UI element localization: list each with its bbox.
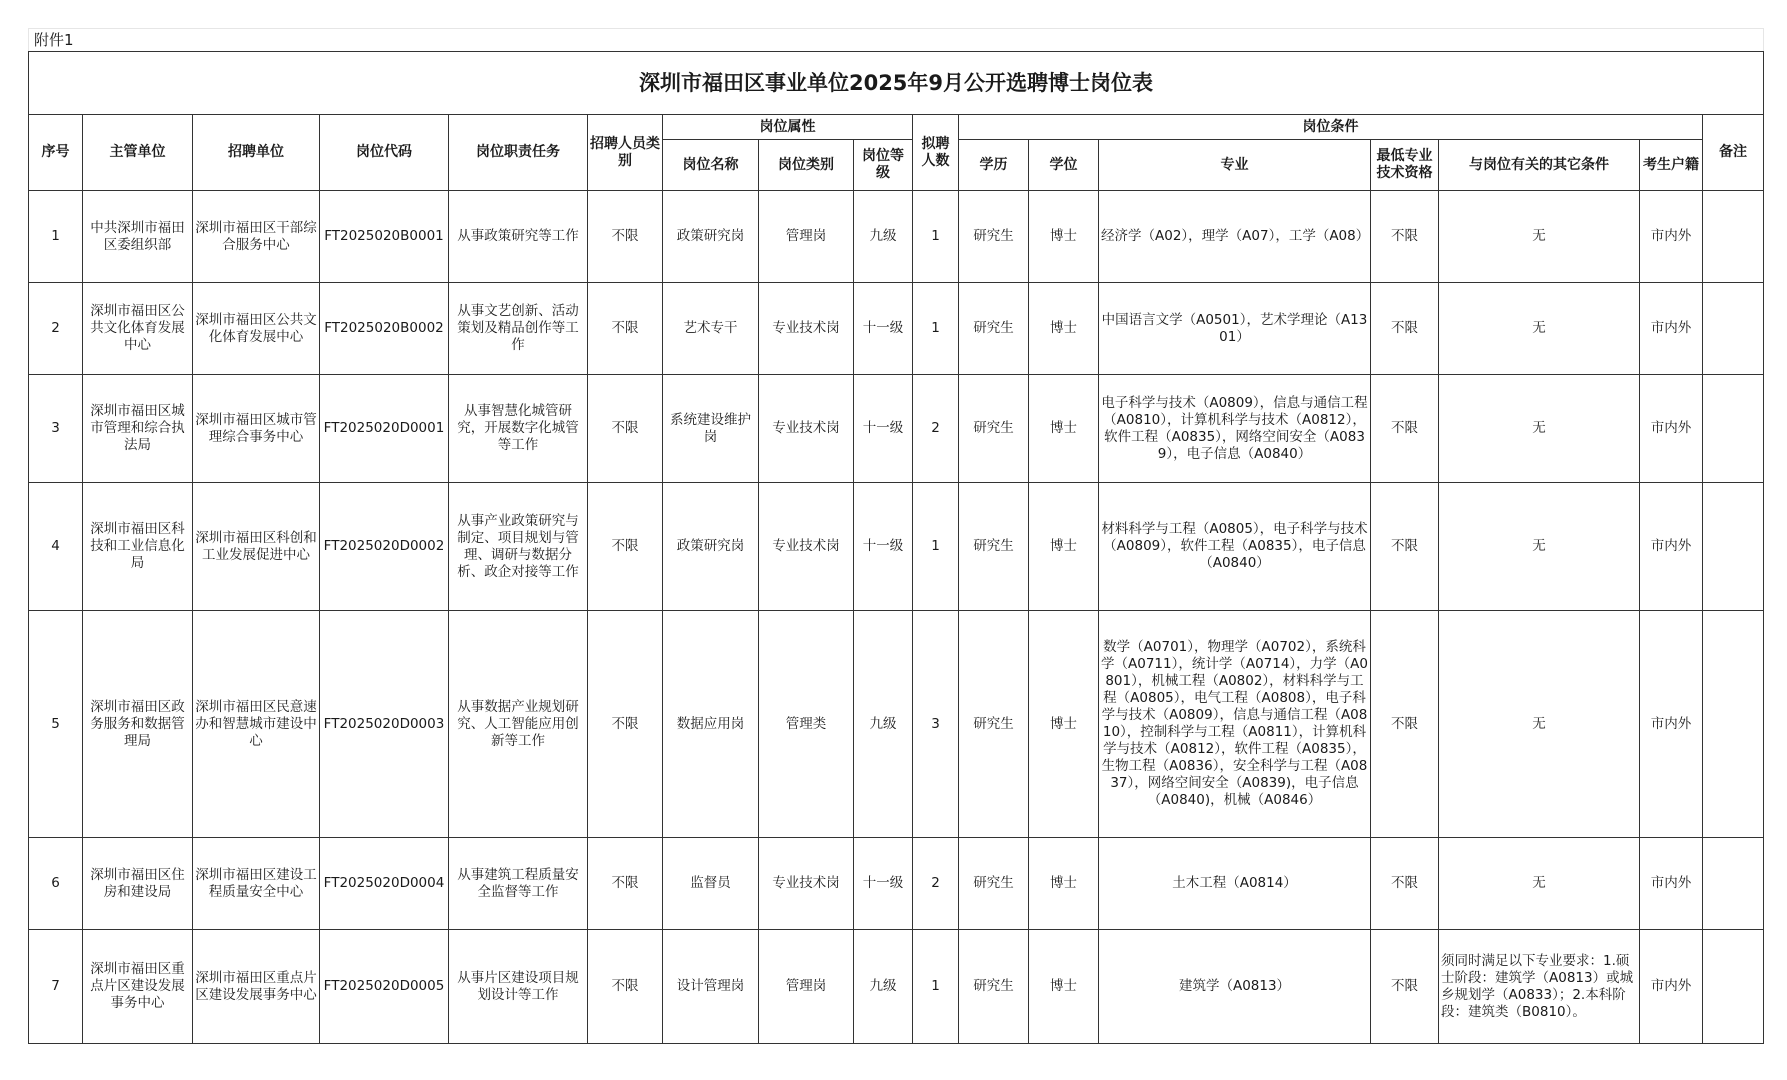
cell-level: 九级: [854, 191, 913, 283]
cell-duties: 从事产业政策研究与制定、项目规划与管理、调研与数据分析、政企对接等工作: [449, 483, 588, 611]
cell-major: 土木工程（A0814）: [1099, 838, 1371, 930]
cell-major: 电子科学与技术（A0809），信息与通信工程（A0810），计算机科学与技术（A0812），软件工程（A0835），网络空间安全（A0839），电子信息（A0840）: [1099, 375, 1371, 483]
header-post-code: 岗位代码: [320, 115, 449, 191]
cell-employer: 深圳市福田区科创和工业发展促进中心: [193, 483, 320, 611]
cell-degree: 博士: [1029, 838, 1099, 930]
cell-employer: 深圳市福田区城市管理综合事务中心: [193, 375, 320, 483]
header-person-type: 招聘人员类别: [588, 115, 663, 191]
cell-min-qual: 不限: [1371, 611, 1439, 838]
cell-category: 专业技术岗: [759, 375, 854, 483]
cell-code: FT2025020D0001: [320, 375, 449, 483]
table-row: [29, 191, 1764, 283]
attachment-row: [29, 29, 1764, 52]
cell-remark: [1703, 375, 1764, 483]
cell-post-name: 设计管理岗: [663, 930, 759, 1044]
cell-supervisor: 深圳市福田区重点片区建设发展事务中心: [83, 930, 193, 1044]
header-employer: 招聘单位: [193, 115, 320, 191]
cell-seq: 4: [29, 483, 83, 611]
cell-employer: 深圳市福田区民意速办和智慧城市建设中心: [193, 611, 320, 838]
cell-hukou: 市内外: [1640, 930, 1703, 1044]
cell-category: 管理类: [759, 611, 854, 838]
cell-code: FT2025020D0005: [320, 930, 449, 1044]
cell-min-qual: 不限: [1371, 283, 1439, 375]
cell-remark: [1703, 838, 1764, 930]
cell-remark: [1703, 483, 1764, 611]
cell-hukou: 市内外: [1640, 283, 1703, 375]
header-supervisor: 主管单位: [83, 115, 193, 191]
header-post-category: 岗位类别: [759, 140, 854, 191]
cell-person-type: 不限: [588, 483, 663, 611]
cell-person-type: 不限: [588, 283, 663, 375]
cell-hukou: 市内外: [1640, 611, 1703, 838]
cell-degree: 博士: [1029, 283, 1099, 375]
header-post-name: 岗位名称: [663, 140, 759, 191]
cell-min-qual: 不限: [1371, 375, 1439, 483]
cell-major: 经济学（A02），理学（A07），工学（A08）: [1099, 191, 1371, 283]
cell-education: 研究生: [959, 283, 1029, 375]
cell-category: 专业技术岗: [759, 838, 854, 930]
cell-headcount: 1: [913, 930, 959, 1044]
cell-headcount: 1: [913, 483, 959, 611]
cell-duties: 从事政策研究等工作: [449, 191, 588, 283]
cell-remark: [1703, 283, 1764, 375]
cell-education: 研究生: [959, 930, 1029, 1044]
cell-level: 九级: [854, 611, 913, 838]
attachment-label: 附件1: [29, 29, 1764, 52]
cell-post-name: 艺术专干: [663, 283, 759, 375]
cell-duties: 从事建筑工程质量安全监督等工作: [449, 838, 588, 930]
table-row: [29, 611, 1764, 838]
cell-remark: [1703, 930, 1764, 1044]
cell-other: 无: [1439, 283, 1640, 375]
cell-headcount: 1: [913, 283, 959, 375]
cell-other: 无: [1439, 838, 1640, 930]
header-duties: 岗位职责任务: [449, 115, 588, 191]
positions-table: [28, 28, 1764, 1044]
cell-person-type: 不限: [588, 838, 663, 930]
header-degree: 学位: [1029, 140, 1099, 191]
cell-code: FT2025020D0003: [320, 611, 449, 838]
cell-hukou: 市内外: [1640, 838, 1703, 930]
cell-duties: 从事文艺创新、活动策划及精品创作等工作: [449, 283, 588, 375]
table-row: [29, 283, 1764, 375]
cell-level: 十一级: [854, 838, 913, 930]
cell-person-type: 不限: [588, 611, 663, 838]
cell-headcount: 3: [913, 611, 959, 838]
cell-seq: 7: [29, 930, 83, 1044]
cell-supervisor: 深圳市福田区城市管理和综合执法局: [83, 375, 193, 483]
cell-level: 九级: [854, 930, 913, 1044]
title-row: [29, 52, 1764, 115]
cell-other: 须同时满足以下专业要求：1.硕士阶段：建筑学（A0813）或城乡规划学（A0833）；2.本科阶段：建筑类（B0810）。: [1439, 930, 1640, 1044]
header-post-conditions: 岗位条件: [959, 115, 1703, 140]
cell-remark: [1703, 191, 1764, 283]
cell-headcount: 2: [913, 838, 959, 930]
cell-category: 管理岗: [759, 191, 854, 283]
cell-major: 材料科学与工程（A0805），电子科学与技术（A0809），软件工程（A0835），电子信息（A0840）: [1099, 483, 1371, 611]
cell-supervisor: 深圳市福田区住房和建设局: [83, 838, 193, 930]
cell-hukou: 市内外: [1640, 483, 1703, 611]
cell-post-name: 政策研究岗: [663, 191, 759, 283]
cell-employer: 深圳市福田区公共文化体育发展中心: [193, 283, 320, 375]
cell-headcount: 1: [913, 191, 959, 283]
table-row: [29, 375, 1764, 483]
cell-education: 研究生: [959, 375, 1029, 483]
table-title: 深圳市福田区事业单位2025年9月公开选聘博士岗位表: [29, 52, 1764, 115]
header-other-conditions: 与岗位有关的其它条件: [1439, 140, 1640, 191]
cell-supervisor: 中共深圳市福田区委组织部: [83, 191, 193, 283]
cell-education: 研究生: [959, 611, 1029, 838]
cell-supervisor: 深圳市福田区政务服务和数据管理局: [83, 611, 193, 838]
cell-education: 研究生: [959, 191, 1029, 283]
cell-other: 无: [1439, 483, 1640, 611]
cell-education: 研究生: [959, 483, 1029, 611]
cell-duties: 从事片区建设项目规划设计等工作: [449, 930, 588, 1044]
cell-post-name: 数据应用岗: [663, 611, 759, 838]
cell-major: 中国语言文学（A0501），艺术学理论（A1301）: [1099, 283, 1371, 375]
cell-duties: 从事数据产业规划研究、人工智能应用创新等工作: [449, 611, 588, 838]
cell-other: 无: [1439, 191, 1640, 283]
cell-person-type: 不限: [588, 375, 663, 483]
cell-post-name: 系统建设维护岗: [663, 375, 759, 483]
header-seq: 序号: [29, 115, 83, 191]
cell-person-type: 不限: [588, 930, 663, 1044]
header-remarks: 备注: [1703, 115, 1764, 191]
cell-supervisor: 深圳市福田区公共文化体育发展中心: [83, 283, 193, 375]
header-post-attributes: 岗位属性: [663, 115, 913, 140]
cell-post-name: 监督员: [663, 838, 759, 930]
cell-min-qual: 不限: [1371, 191, 1439, 283]
cell-major: 数学（A0701），物理学（A0702），系统科学（A0711），统计学（A0714），力学（A0801），机械工程（A0802），材料科学与工程（A0805），电气工程（A0808），电子科学与技术（A0809），信息与通信工程（A0810），控制科学与工程（A0811），计算机科学与技术（A0812），软件工程（A0835），生物工程（A0836），安全科学与工程（A0837），网络空间安全（A0839)，电子信息（A0840)，机械（A0846）: [1099, 611, 1371, 838]
cell-degree: 博士: [1029, 191, 1099, 283]
cell-category: 专业技术岗: [759, 283, 854, 375]
header-min-qualification: 最低专业技术资格: [1371, 140, 1439, 191]
cell-remark: [1703, 611, 1764, 838]
cell-major: 建筑学（A0813）: [1099, 930, 1371, 1044]
header-row-1: [29, 115, 1764, 140]
header-headcount: 拟聘人数: [913, 115, 959, 191]
cell-degree: 博士: [1029, 375, 1099, 483]
table-row: [29, 483, 1764, 611]
cell-hukou: 市内外: [1640, 375, 1703, 483]
header-education: 学历: [959, 140, 1029, 191]
cell-level: 十一级: [854, 483, 913, 611]
cell-degree: 博士: [1029, 483, 1099, 611]
cell-code: FT2025020D0002: [320, 483, 449, 611]
cell-education: 研究生: [959, 838, 1029, 930]
cell-post-name: 政策研究岗: [663, 483, 759, 611]
cell-hukou: 市内外: [1640, 191, 1703, 283]
cell-other: 无: [1439, 611, 1640, 838]
cell-seq: 6: [29, 838, 83, 930]
cell-degree: 博士: [1029, 611, 1099, 838]
cell-other: 无: [1439, 375, 1640, 483]
cell-category: 专业技术岗: [759, 483, 854, 611]
cell-code: FT2025020B0002: [320, 283, 449, 375]
cell-degree: 博士: [1029, 930, 1099, 1044]
header-major: 专业: [1099, 140, 1371, 191]
cell-person-type: 不限: [588, 191, 663, 283]
table-row: [29, 930, 1764, 1044]
cell-seq: 5: [29, 611, 83, 838]
cell-employer: 深圳市福田区干部综合服务中心: [193, 191, 320, 283]
header-post-level: 岗位等级: [854, 140, 913, 191]
cell-seq: 3: [29, 375, 83, 483]
cell-supervisor: 深圳市福田区科技和工业信息化局: [83, 483, 193, 611]
cell-employer: 深圳市福田区重点片区建设发展事务中心: [193, 930, 320, 1044]
spreadsheet: [28, 28, 1763, 1044]
table-row: [29, 838, 1764, 930]
cell-seq: 2: [29, 283, 83, 375]
cell-seq: 1: [29, 191, 83, 283]
cell-category: 管理岗: [759, 930, 854, 1044]
cell-min-qual: 不限: [1371, 483, 1439, 611]
cell-code: FT2025020B0001: [320, 191, 449, 283]
cell-headcount: 2: [913, 375, 959, 483]
cell-min-qual: 不限: [1371, 930, 1439, 1044]
header-hukou: 考生户籍: [1640, 140, 1703, 191]
cell-level: 十一级: [854, 283, 913, 375]
cell-level: 十一级: [854, 375, 913, 483]
cell-employer: 深圳市福田区建设工程质量安全中心: [193, 838, 320, 930]
cell-duties: 从事智慧化城管研究，开展数字化城管等工作: [449, 375, 588, 483]
cell-min-qual: 不限: [1371, 838, 1439, 930]
cell-code: FT2025020D0004: [320, 838, 449, 930]
